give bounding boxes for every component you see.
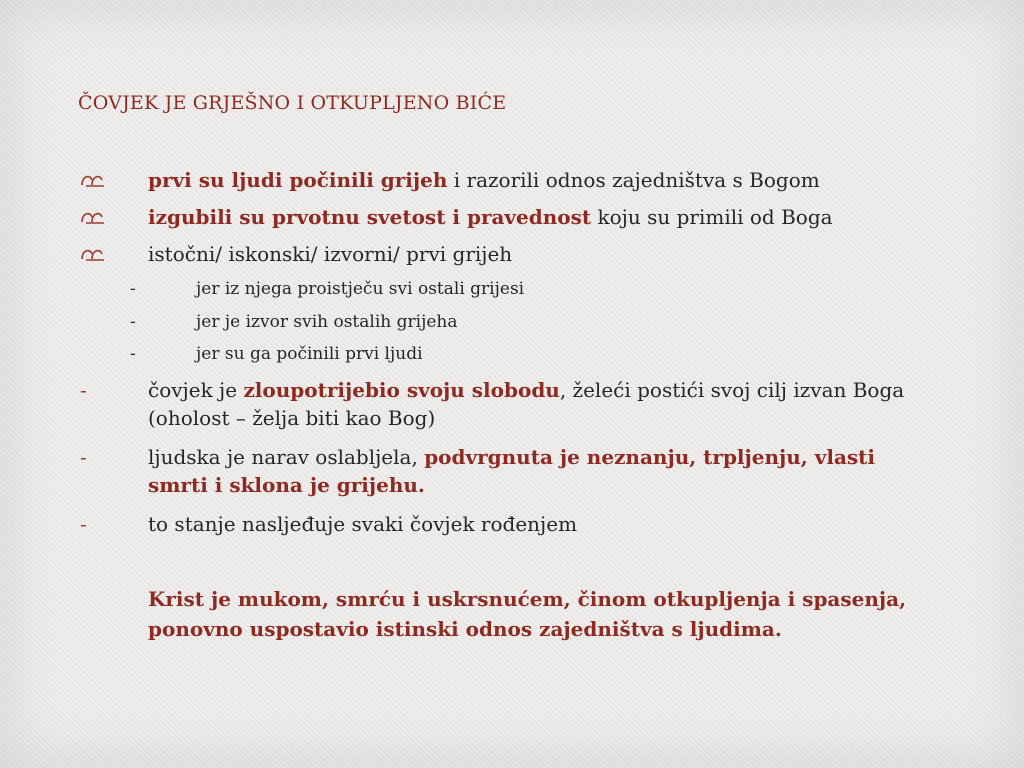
dash-item-text: to stanje nasljeđuje svaki čovjek rođenjem bbox=[148, 512, 578, 536]
sub-dash: - bbox=[130, 279, 136, 299]
double-hook-bullet-icon bbox=[80, 240, 108, 260]
dash-item-emphasis: zloupotrijebio svoju slobodu bbox=[243, 378, 560, 402]
bullet-emphasis: prvi su ljudi počinili grijeh bbox=[148, 168, 448, 192]
closing-statement: Krist je mukom, smrću i uskrsnućem, činom otkupljenja i spasenja, ponovno uspostavio istinski odnos zajedništva s ljudima. bbox=[148, 587, 907, 641]
bullet-text: istočni/ iskonski/ izvorni/ prvi grijeh bbox=[148, 242, 513, 266]
sub-dash: - bbox=[130, 312, 136, 332]
dash-item-emphasis: podvrgnuta je neznanju, trpljenju, vlasti smrti i sklona je grijehu. bbox=[148, 445, 876, 497]
dash-item-text: , želeći postići svoj cilj izvan Boga (oholost – želja biti kao Bog) bbox=[148, 378, 905, 430]
sub-dash: - bbox=[130, 344, 136, 364]
sub-item-text: jer iz njega proistječu svi ostali grijesi bbox=[196, 279, 525, 299]
double-hook-bullet-icon bbox=[80, 166, 108, 186]
slide-title: ČOVJEK JE GRJEŠNO I OTKUPLJENO BIĆE bbox=[78, 92, 507, 114]
dash-marker: - bbox=[80, 445, 87, 469]
dash-item-text: ljudska je narav oslabljela, bbox=[148, 445, 425, 469]
bullet-text: koju su primili od Boga bbox=[591, 205, 833, 229]
dash-item-text: čovjek je bbox=[148, 378, 244, 402]
bullet-emphasis: izgubili su prvotnu svetost i pravednost bbox=[148, 205, 592, 229]
sub-item-text: jer je izvor svih ostalih grijeha bbox=[196, 312, 458, 332]
dash-marker: - bbox=[80, 378, 87, 402]
sub-item-text: jer su ga počinili prvi ljudi bbox=[196, 344, 423, 364]
double-hook-bullet-icon bbox=[80, 203, 108, 223]
bullet-text: i razorili odnos zajedništva s Bogom bbox=[447, 168, 820, 192]
dash-marker: - bbox=[80, 512, 87, 536]
